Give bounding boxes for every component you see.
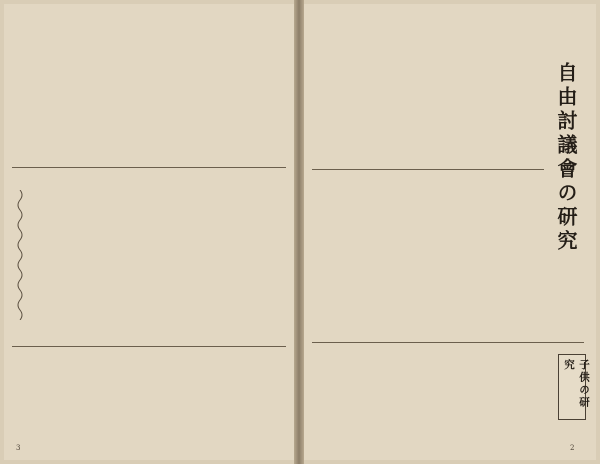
text-block-middle — [312, 176, 584, 336]
text-block-middle — [12, 174, 286, 340]
book-gutter — [294, 0, 304, 464]
column-rule — [312, 342, 584, 343]
wavy-border-ornament — [16, 190, 24, 320]
column-rule — [12, 346, 286, 347]
column-rule — [12, 167, 286, 168]
left-page — [4, 4, 294, 460]
article-title: 自由討議會の研究 — [554, 62, 578, 254]
page-number: 3 — [16, 444, 21, 452]
page-number: 2 — [570, 444, 575, 452]
right-page — [304, 4, 596, 460]
column-rule — [312, 169, 544, 170]
text-block-lower — [312, 348, 534, 452]
text-block-upper — [312, 14, 544, 164]
section-label: 子供の研究 — [563, 359, 590, 409]
section-label-box — [558, 354, 590, 420]
text-block-lower — [12, 352, 286, 452]
text-block-upper — [12, 14, 286, 162]
